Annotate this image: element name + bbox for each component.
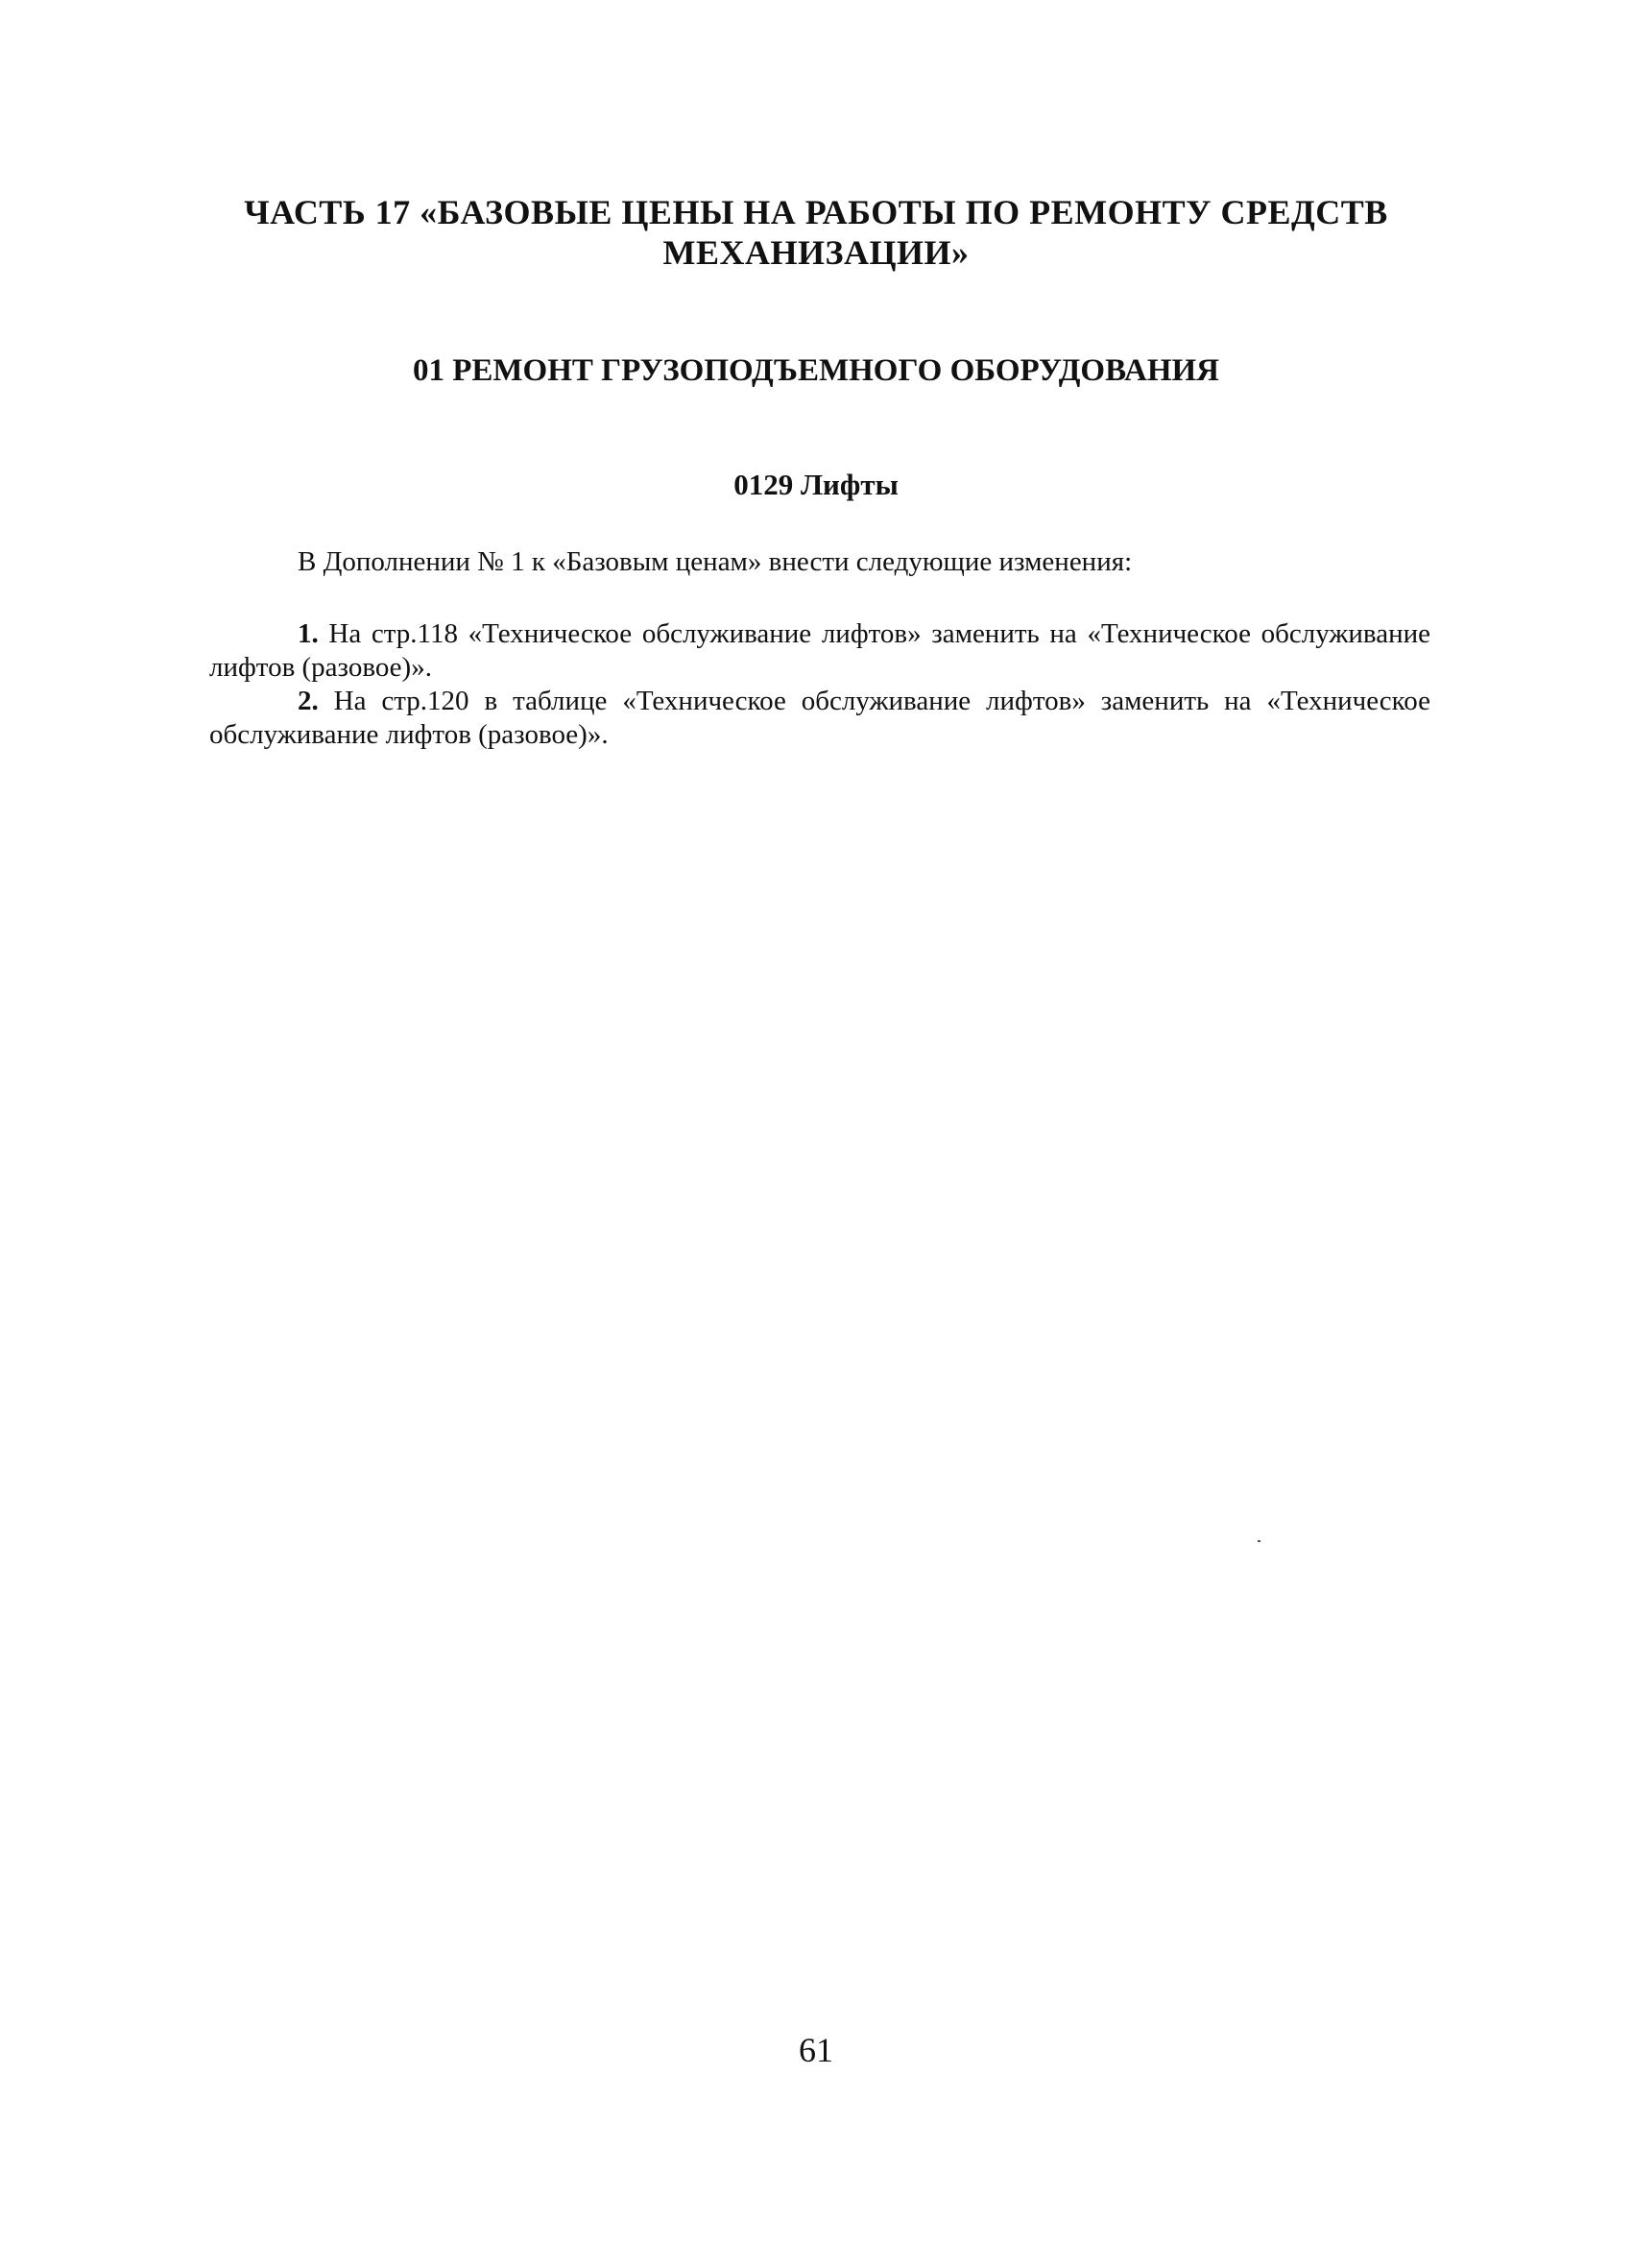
change-number: 2. — [298, 686, 319, 716]
change-text: На стр.120 в таблице «Техническое обслуживание лифтов» заменить на «Техническое обслуживание лифтов (разовое)». — [209, 686, 1430, 750]
part-title — [192, 192, 1440, 273]
change-item-1 — [209, 617, 1430, 685]
subsection-title: 0129 Лифты — [733, 468, 899, 501]
section-title: 01 РЕМОНТ ГРУЗОПОДЪЕМНОГО ОБОРУДОВАНИЯ — [412, 353, 1220, 388]
intro-paragraph: В Дополнении № 1 к «Базовым ценам» внести следующие изменения: — [298, 546, 1133, 577]
changes-list — [209, 617, 1430, 752]
scan-speck — [1258, 1540, 1260, 1542]
part-title-line-1: ЧАСТЬ 17 «БАЗОВЫЕ ЦЕНЫ НА РАБОТЫ ПО РЕМОНТУ СРЕДСТВ — [244, 193, 1388, 231]
change-number: 1. — [298, 618, 319, 649]
change-text: На стр.118 «Техническое обслуживание лифтов» заменить на «Техническое обслуживание лифтов (разовое)». — [209, 618, 1431, 683]
change-item-2 — [209, 685, 1430, 752]
page-number: 61 — [799, 2031, 833, 2069]
part-title-line-2: МЕХАНИЗАЦИИ» — [662, 233, 970, 272]
